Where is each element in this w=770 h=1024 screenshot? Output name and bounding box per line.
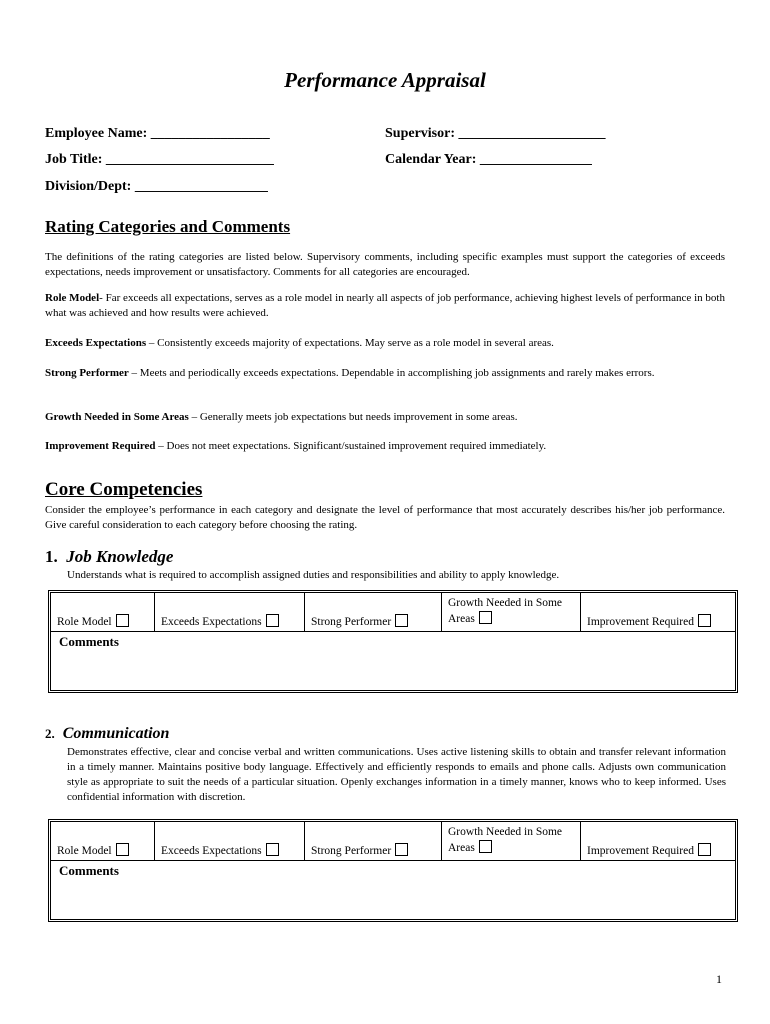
checkbox[interactable] — [395, 614, 408, 627]
section-number: 1. — [45, 547, 58, 566]
employee-name-field[interactable]: Employee Name: _________________ — [45, 126, 270, 141]
def-role-model — [45, 291, 725, 321]
rating-intro: The definitions of the rating categories are listed below. Supervisory comments, including specific examples must support the categories of exceeds expectations, needs improvement or unsatisfactory. Comments for all categories are encouraged. — [45, 251, 725, 278]
def-text: – Meets and periodically exceeds expectations. Dependable in accomplishing job assignments and rarely makes errors. — [128, 367, 655, 379]
def-strong — [45, 366, 725, 381]
def-term: Strong Performer — [45, 367, 129, 379]
option-label: Improvement Required — [587, 845, 694, 857]
checkbox[interactable] — [395, 843, 408, 856]
option-label: Exceeds Expectations — [161, 616, 262, 628]
option-label-line2: Areas — [448, 842, 475, 854]
def-text: – Consistently exceeds majority of expectations. May serve as a role model in several areas. — [146, 337, 554, 349]
section-2-description: Demonstrates effective, clear and concise verbal and written communications. Uses active listening skills to obtain and transfer relevant information in a timely manner. Maintains positive body language. Effectively and efficiently responds to emails and phone calls. Adjusts own communication style as appropriate to suit the needs of a particular situation. Openly exchanges information in a timely manner, knows who to keep informed. Uses confidential information with discretion. — [67, 746, 726, 803]
rating-options-row — [51, 822, 735, 861]
option-growth[interactable] — [442, 822, 581, 860]
def-term: Exceeds Expectations — [45, 337, 147, 349]
option-label: Strong Performer — [311, 845, 392, 857]
option-label: Growth Needed in Some — [448, 597, 563, 609]
option-improvement[interactable] — [581, 593, 735, 631]
section-1-heading — [45, 547, 173, 567]
option-label: Role Model — [57, 616, 112, 628]
section-title: Job Knowledge — [66, 547, 174, 566]
option-growth[interactable] — [442, 593, 581, 631]
def-term: Role Model — [45, 292, 100, 304]
option-label: Improvement Required — [587, 616, 694, 628]
section-2-heading — [45, 725, 169, 743]
checkbox[interactable] — [479, 611, 492, 624]
checkbox[interactable] — [698, 843, 711, 856]
def-text: – Does not meet expectations. Significant/sustained improvement required immediately. — [155, 440, 547, 452]
option-role-model[interactable] — [51, 822, 155, 860]
checkbox[interactable] — [116, 843, 129, 856]
checkbox[interactable] — [479, 840, 492, 853]
option-label: Growth Needed in Some — [448, 826, 563, 838]
section-1-description: Understands what is required to accomplish assigned duties and responsibilities and ability to apply knowledge. — [67, 569, 560, 581]
def-text: – Generally meets job expectations but needs improvement in some areas. — [188, 411, 518, 423]
option-exceeds[interactable] — [155, 822, 305, 860]
option-improvement[interactable] — [581, 822, 735, 860]
option-label: Role Model — [57, 845, 112, 857]
supervisor-field[interactable]: Supervisor: _____________________ — [385, 126, 606, 141]
checkbox[interactable] — [698, 614, 711, 627]
def-text: - Far exceeds all expectations, serves as a role model in nearly all aspects of job performance, achieving highest levels of performance in both what was achieved and how results were achieved. — [45, 292, 725, 319]
checkbox[interactable] — [266, 843, 279, 856]
job-title-field[interactable]: Job Title: ________________________ — [45, 152, 274, 167]
option-strong[interactable] — [305, 822, 442, 860]
def-growth — [45, 410, 725, 425]
page-number: 1 — [716, 972, 722, 986]
comments-label: Comments — [59, 634, 119, 649]
core-heading: Core Competencies — [45, 479, 203, 500]
rating-table-1 — [48, 590, 738, 693]
division-field[interactable]: Division/Dept: ___________________ — [45, 179, 268, 194]
option-exceeds[interactable] — [155, 593, 305, 631]
option-role-model[interactable] — [51, 593, 155, 631]
page-title: Performance Appraisal — [284, 68, 486, 92]
rating-heading: Rating Categories and Comments — [45, 217, 291, 236]
checkbox[interactable] — [266, 614, 279, 627]
def-term: Improvement Required — [45, 440, 156, 452]
comments-label: Comments — [59, 863, 119, 878]
option-label-line2: Areas — [448, 613, 475, 625]
core-intro: Consider the employee’s performance in each category and designate the level of performance that most accurately describes his/her job performance. Give careful consideration to each category before choosing the rating. — [45, 504, 725, 531]
option-label: Exceeds Expectations — [161, 845, 262, 857]
def-exceeds — [45, 336, 725, 351]
checkbox[interactable] — [116, 614, 129, 627]
option-strong[interactable] — [305, 593, 442, 631]
rating-options-row — [51, 593, 735, 632]
option-label: Strong Performer — [311, 616, 392, 628]
section-number: 2. — [45, 726, 55, 741]
def-term: Growth Needed in Some Areas — [45, 411, 189, 423]
calendar-year-field[interactable]: Calendar Year: ________________ — [385, 152, 592, 167]
section-title: Communication — [62, 725, 170, 742]
rating-table-2 — [48, 819, 738, 922]
def-improvement — [45, 439, 725, 454]
